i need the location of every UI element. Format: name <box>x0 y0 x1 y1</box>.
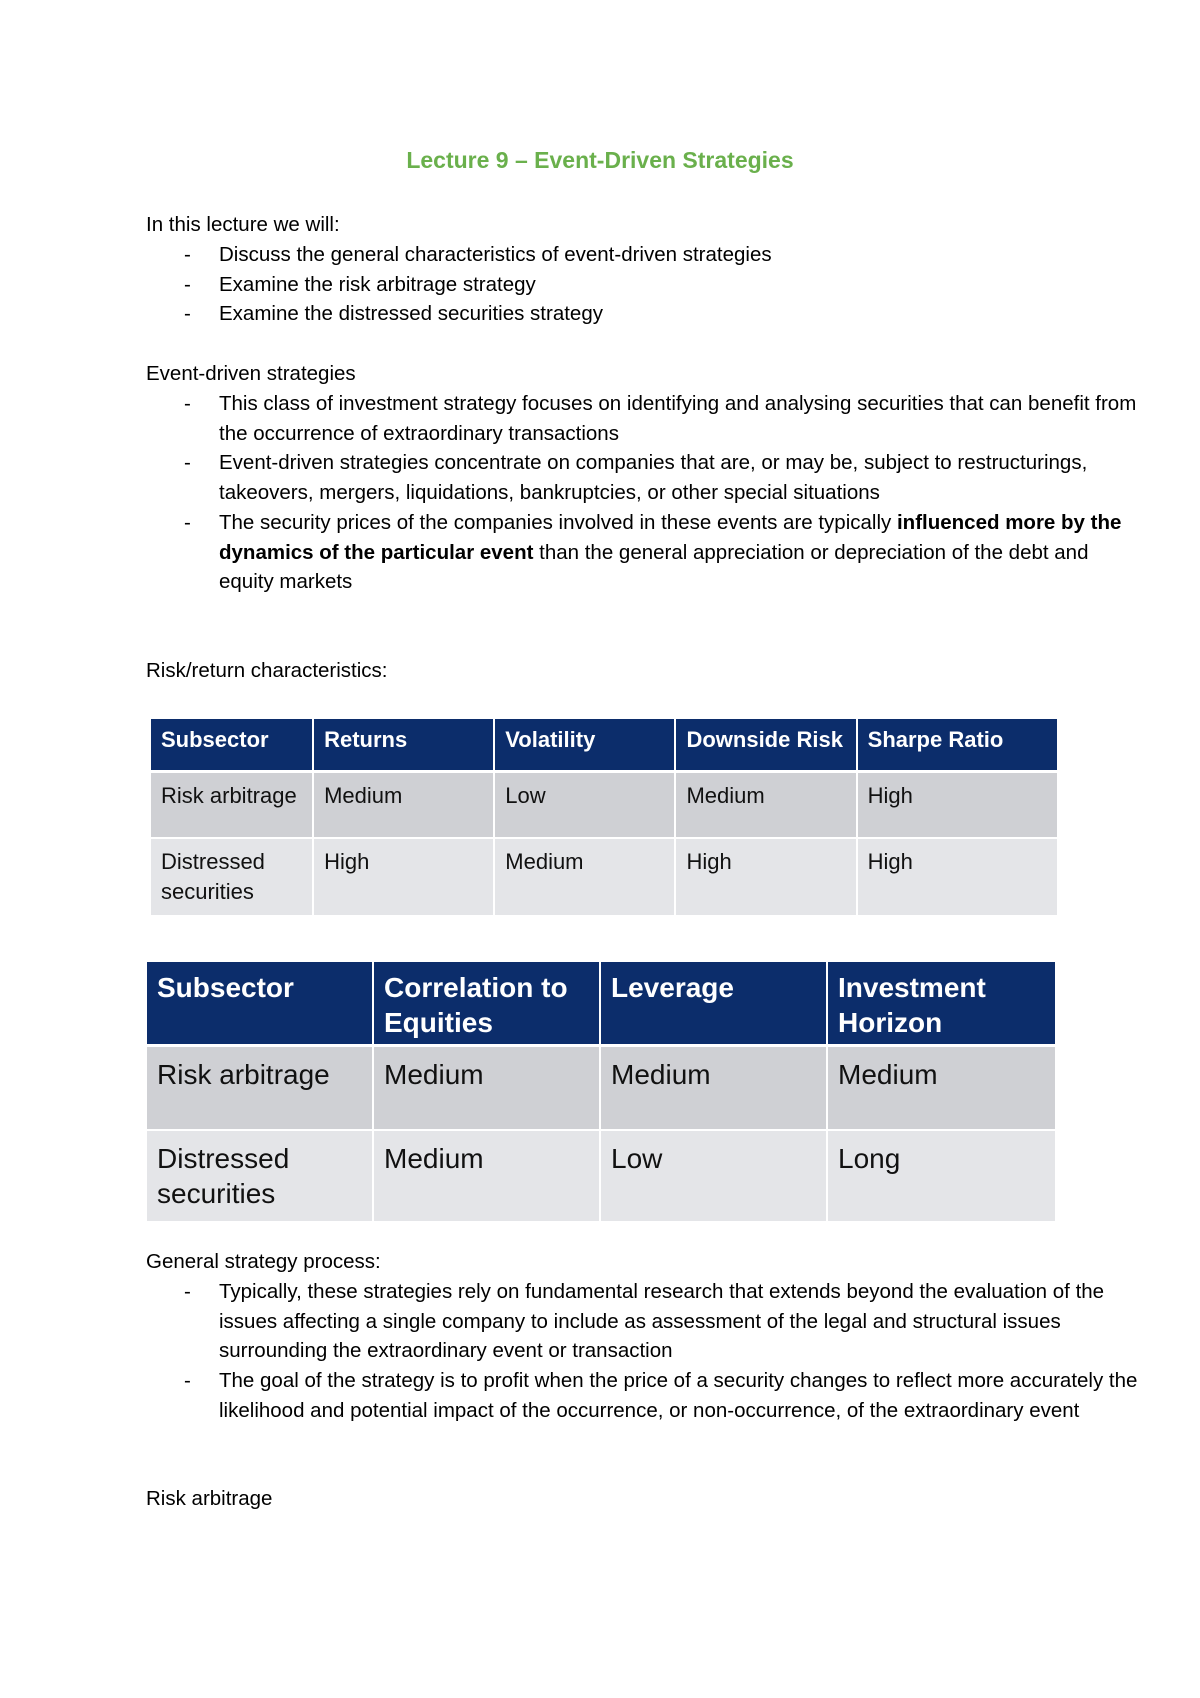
emphasis-text: influenced more by the dynamics of the particular event <box>219 510 1122 564</box>
intro-list <box>146 240 1142 329</box>
list-item: - The security prices of the companies involved in these events are typically influenced more by the dynamics of the particular event than the general appreciation or depreciation of the debt and equity markets <box>146 508 1142 597</box>
correlation-table <box>147 962 1055 1223</box>
table-header-cell: Subsector <box>147 962 374 1047</box>
risk-arbitrage-heading: Risk arbitrage <box>146 1487 273 1510</box>
table-cell: Low <box>495 773 676 839</box>
table-row <box>147 1047 1055 1131</box>
process-list <box>146 1277 1142 1426</box>
page-title: Lecture 9 – Event-Driven Strategies <box>406 147 794 173</box>
list-item: - The goal of the strategy is to profit when the price of a security changes to reflect more accurately the likelihood and potential impact of the occurrence, or non-occurrence, of the extraordinary event <box>146 1366 1142 1425</box>
event-driven-heading: Event-driven strategies <box>146 362 356 385</box>
table-cell: Medium <box>676 773 857 839</box>
table-cell: Distressed securities <box>151 839 314 917</box>
bullet-dash: - <box>184 1280 191 1303</box>
table-cell: Long <box>828 1131 1055 1223</box>
table-header-cell: Investment Horizon <box>828 962 1055 1047</box>
list-item: - Examine the distressed securities strategy <box>146 299 1142 329</box>
table-cell: High <box>858 839 1057 917</box>
table-cell: Medium <box>374 1131 601 1223</box>
bullet-dash: - <box>184 243 191 266</box>
table-cell: Distressed securities <box>147 1131 374 1223</box>
table-cell: Medium <box>828 1047 1055 1131</box>
bullet-dash: - <box>184 272 191 296</box>
list-item: - Event-driven strategies concentrate on companies that are, or may be, subject to restructurings, takeovers, mergers, liquidations, bankruptcies, or other special situations <box>146 448 1142 507</box>
table-row <box>151 839 1057 917</box>
table-cell: Risk arbitrage <box>147 1047 374 1131</box>
process-heading: General strategy process: <box>146 1250 381 1273</box>
table-header-cell: Subsector <box>151 719 314 773</box>
bullet-dash: - <box>184 510 191 534</box>
table-cell: Medium <box>374 1047 601 1131</box>
table-cell: Medium <box>601 1047 828 1131</box>
intro-heading: In this lecture we will: <box>146 213 340 236</box>
event-driven-list <box>146 389 1142 597</box>
table-cell: High <box>858 773 1057 839</box>
table-header-cell: Returns <box>314 719 495 773</box>
table-header-cell: Volatility <box>495 719 676 773</box>
table-header-cell: Leverage <box>601 962 828 1047</box>
table-row <box>147 1131 1055 1223</box>
list-item: - Discuss the general characteristics of event-driven strategies <box>146 240 1142 270</box>
table-header-cell: Sharpe Ratio <box>858 719 1057 773</box>
list-item: - Examine the risk arbitrage strategy <box>146 270 1142 300</box>
table-cell: Risk arbitrage <box>151 773 314 839</box>
table-header-cell: Correlation to Equities <box>374 962 601 1047</box>
bullet-dash: - <box>184 302 191 326</box>
bullet-dash: - <box>184 1369 191 1393</box>
table-cell: Medium <box>314 773 495 839</box>
table-cell: Medium <box>495 839 676 917</box>
list-item: - Typically, these strategies rely on fundamental research that extends beyond the evaluation of the issues affecting a single company to include as assessment of the legal and structural issues surrounding the extraordinary event or transaction <box>146 1277 1142 1366</box>
table-cell: High <box>314 839 495 917</box>
risk-return-heading: Risk/return characteristics: <box>146 659 388 682</box>
table-cell: High <box>676 839 857 917</box>
bullet-dash: - <box>184 392 191 415</box>
table-cell: Low <box>601 1131 828 1223</box>
table-row <box>151 773 1057 839</box>
bullet-dash: - <box>184 451 191 475</box>
table-header-cell: Downside Risk <box>676 719 857 773</box>
list-item: - This class of investment strategy focuses on identifying and analysing securities that can benefit from the occurrence of extraordinary transactions <box>146 389 1142 448</box>
risk-return-table <box>151 719 1057 917</box>
